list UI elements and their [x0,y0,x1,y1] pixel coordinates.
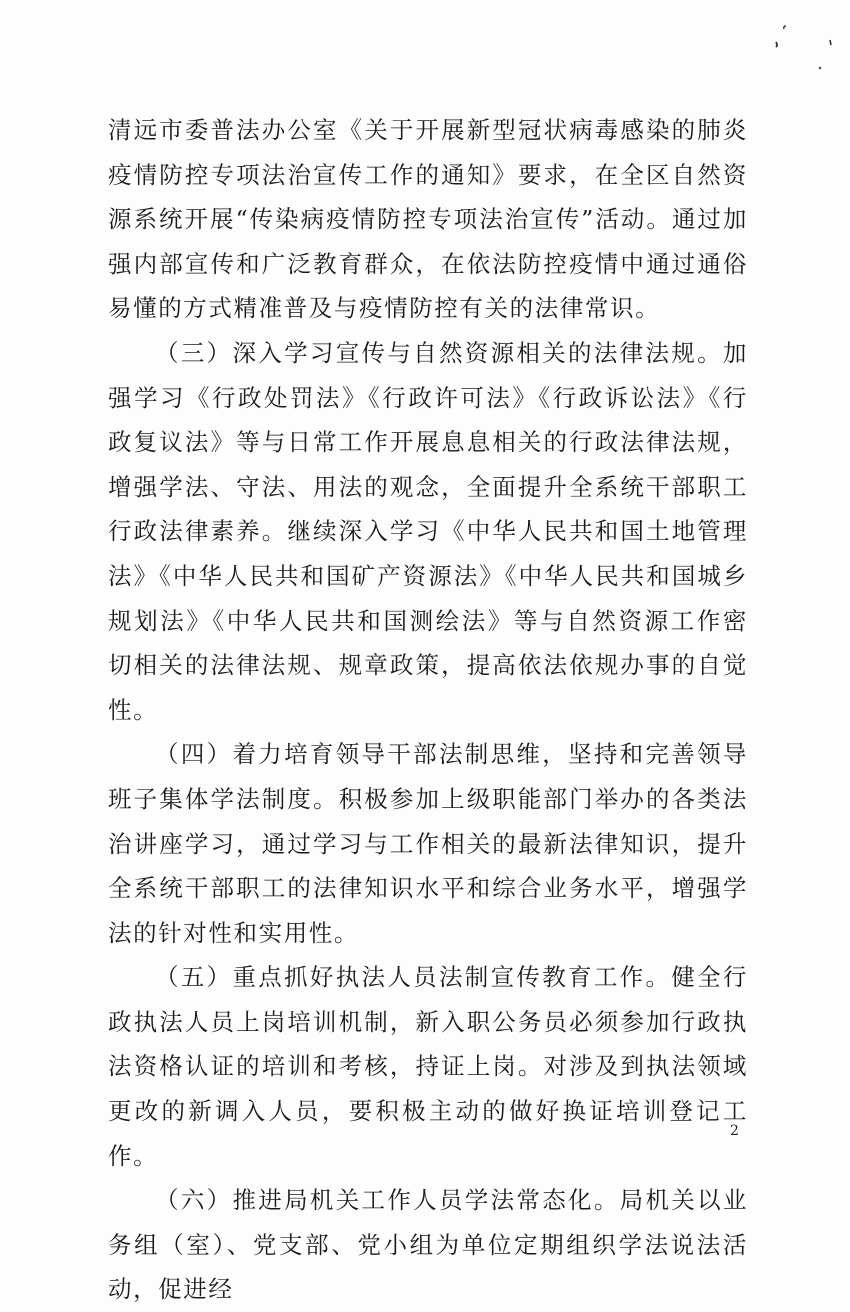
document-body [108,108,748,1312]
paragraph-section-4: （四）着力培育领导干部法制思维，坚持和完善领导班子集体学法制度。积极参加上级职能部门举办的各类法治讲座学习，通过学习与工作相关的最新法律知识，提升全系统干部职工的法律知识水平和综合业务水平，增强学法的针对性和实用性。 [108,740,748,947]
paragraph-section-5: （五）重点抓好执法人员法制宣传教育工作。健全行政执法人员上岗培训机制，新入职公务员必须参加行政执法资格认证的培训和考核，持证上岗。对涉及到执法领域更改的新调入人员，要积极主动的做好换证培训登记工作。 [108,963,748,1170]
scan-specks [768,18,838,78]
paragraph-section-6: （六）推进局机关工作人员学法常态化。局机关以业务组（室）、党支部、党小组为单位定期组织学法说法活动，促进经 [108,1186,748,1304]
paragraph-continuation: 清远市委普法办公室《关于开展新型冠状病毒感染的肺炎疫情防控专项法治宣传工作的通知》要求，在全区自然资源系统开展“传染病疫情防控专项法治宣传”活动。通过加强内部宣传和广泛教育群众，在依法防控疫情中通过通俗易懂的方式精准普及与疫情防控有关的法律常识。 [108,116,748,323]
page-number: 2 [730,1123,739,1139]
paragraph-section-3: （三）深入学习宣传与自然资源相关的法律法规。加强学习《行政处罚法》《行政许可法》《行政诉讼法》《行政复议法》等与日常工作开展息息相关的行政法律法规，增强学法、守法、用法的观念，全面提升全系统干部职工行政法律素养。继续深入学习《中华人民共和国土地管理法》《中华人民共和国矿产资源法》《中华人民共和国城乡规划法》《中华人民共和国测绘法》等与自然资源工作密切相关的法律法规、规章政策，提高依法依规办事的自觉性。 [108,338,748,724]
